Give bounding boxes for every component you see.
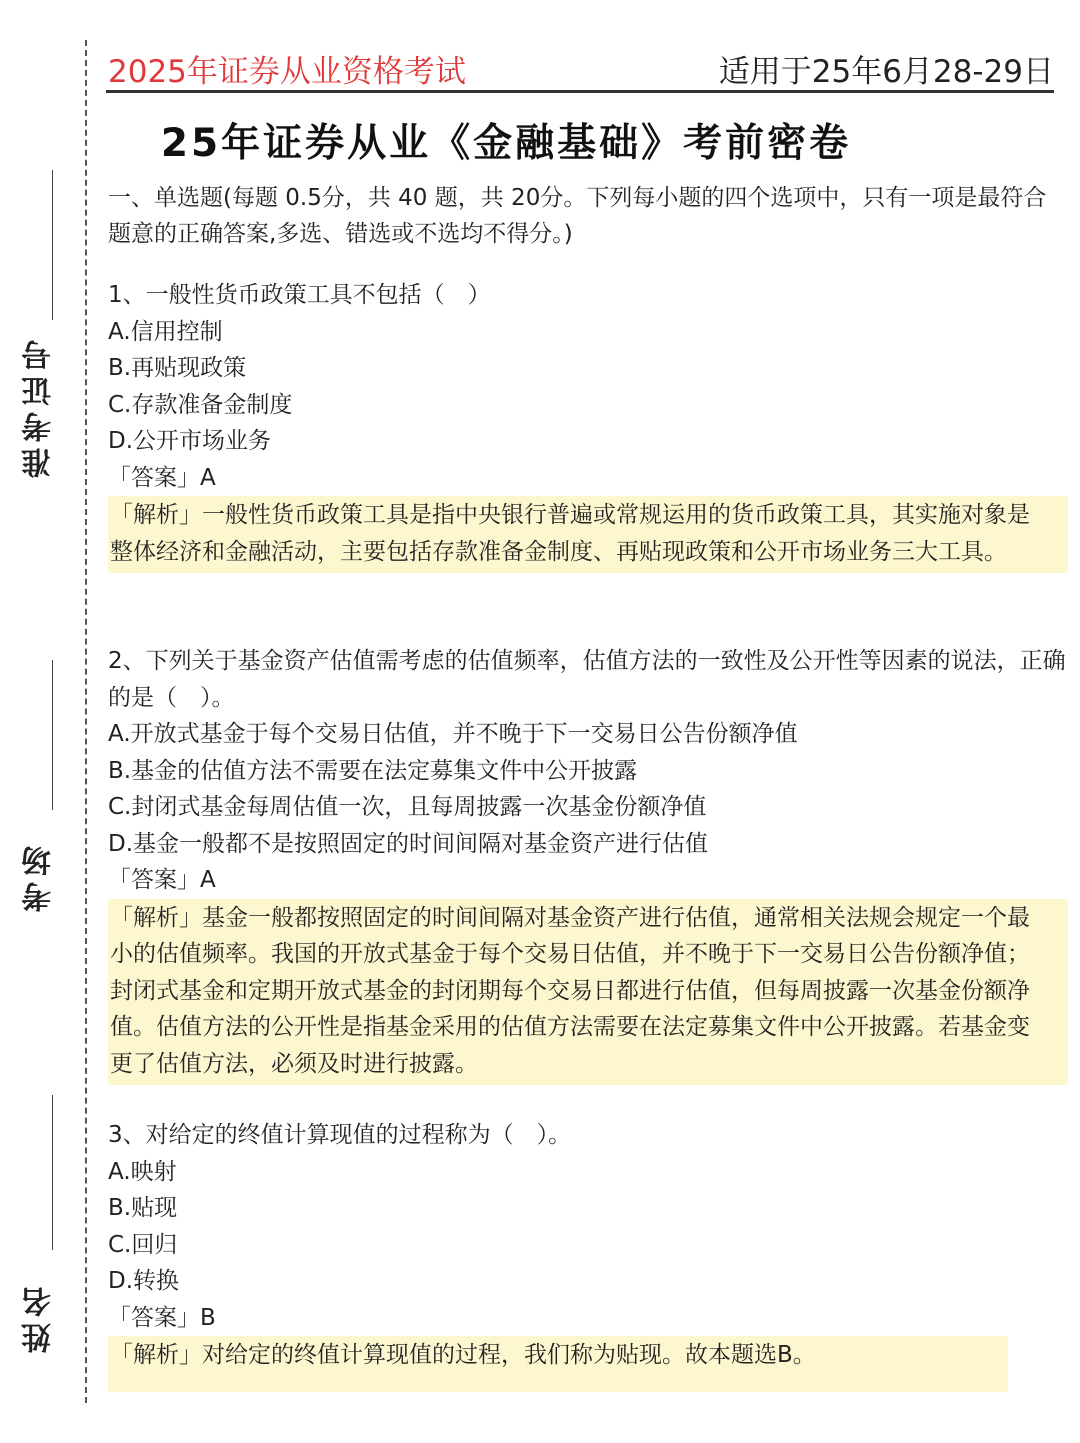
option-b: B.贴现	[108, 1195, 178, 1221]
document-title: 25年证券从业《金融基础》考前密卷	[160, 121, 852, 166]
question-3	[108, 1117, 1068, 1392]
answer: 「答案」A	[108, 867, 216, 893]
exam-number-underline	[52, 170, 53, 320]
option-b: B.基金的估值方法不需要在法定募集文件中公开披露	[108, 757, 638, 784]
section-instructions: 一、单选题(每题 0.5分，共 40 题，共 20分。下列每小题的四个选项中，只有一项是最符合题意的正确答案,多选、错选或不选均不得分。)	[108, 185, 1047, 247]
page-header	[106, 46, 1054, 93]
answer: 「答案」A	[108, 464, 216, 491]
option-a: A.映射	[108, 1158, 177, 1185]
applicable-date: 适用于25年6月28-29日	[718, 54, 1054, 90]
binding-line	[85, 40, 87, 1403]
option-c: C.回归	[108, 1231, 178, 1258]
option-d: D.基金一般都不是按照固定的时间间隔对基金资产进行估值	[108, 830, 709, 857]
option-c: C.存款准备金制度	[108, 391, 293, 418]
exam-room-underline	[52, 660, 53, 810]
explanation: 「解析」对给定的终值计算现值的过程，我们称为贴现。故本题选B。	[108, 1336, 1008, 1392]
name-underline	[52, 1095, 53, 1250]
exam-number-field	[18, 170, 66, 480]
exam-room-field	[18, 660, 66, 910]
question-2	[108, 643, 1068, 1085]
explanation: 「解析」基金一般都按照固定的时间间隔对基金资产进行估值，通常相关法规会规定一个最小的估值频率。我国的开放式基金于每个交易日估值，并不晚于下一交易日公告份额净值；封闭式基金和定期开放式基金的封闭期每个交易日都进行估值，但每周披露一次基金份额净值。估值方法的公开性是指基金采用的估值方法需要在法定募集文件中公开披露。若基金变更了估值方法，必须及时进行披露。	[108, 899, 1068, 1086]
question-stem: 2、下列关于基金资产估值需考虑的估值频率，估值方法的一致性及公开性等因素的说法，正确的是（ ）。	[108, 648, 1066, 711]
option-a: A.开放式基金于每个交易日估值，并不晚于下一交易日公告份额净值	[108, 721, 798, 747]
option-b: B.再贴现政策	[108, 355, 247, 381]
exam-room-label: 考场	[22, 840, 57, 912]
name-label: 姓名	[22, 1281, 57, 1353]
option-c: C.封闭式基金每周估值一次，且每周披露一次基金份额净值	[108, 794, 707, 820]
option-d: D.公开市场业务	[108, 428, 272, 454]
name-field	[18, 1095, 66, 1355]
option-a: A.信用控制	[108, 318, 223, 345]
option-d: D.转换	[108, 1268, 180, 1294]
question-stem: 1、一般性货币政策工具不包括（ ）	[108, 282, 491, 308]
question-1	[108, 277, 1068, 573]
exam-number-label: 准考证号	[22, 334, 57, 478]
question-stem: 3、对给定的终值计算现值的过程称为（ ）。	[108, 1122, 572, 1148]
answer: 「答案」B	[108, 1304, 216, 1331]
explanation: 「解析」一般性货币政策工具是指中央银行普遍或常规运用的货币政策工具，其实施对象是整体经济和金融活动，主要包括存款准备金制度、再贴现政策和公开市场业务三大工具。	[108, 496, 1068, 573]
exam-name: 2025年证券从业资格考试	[108, 54, 466, 90]
